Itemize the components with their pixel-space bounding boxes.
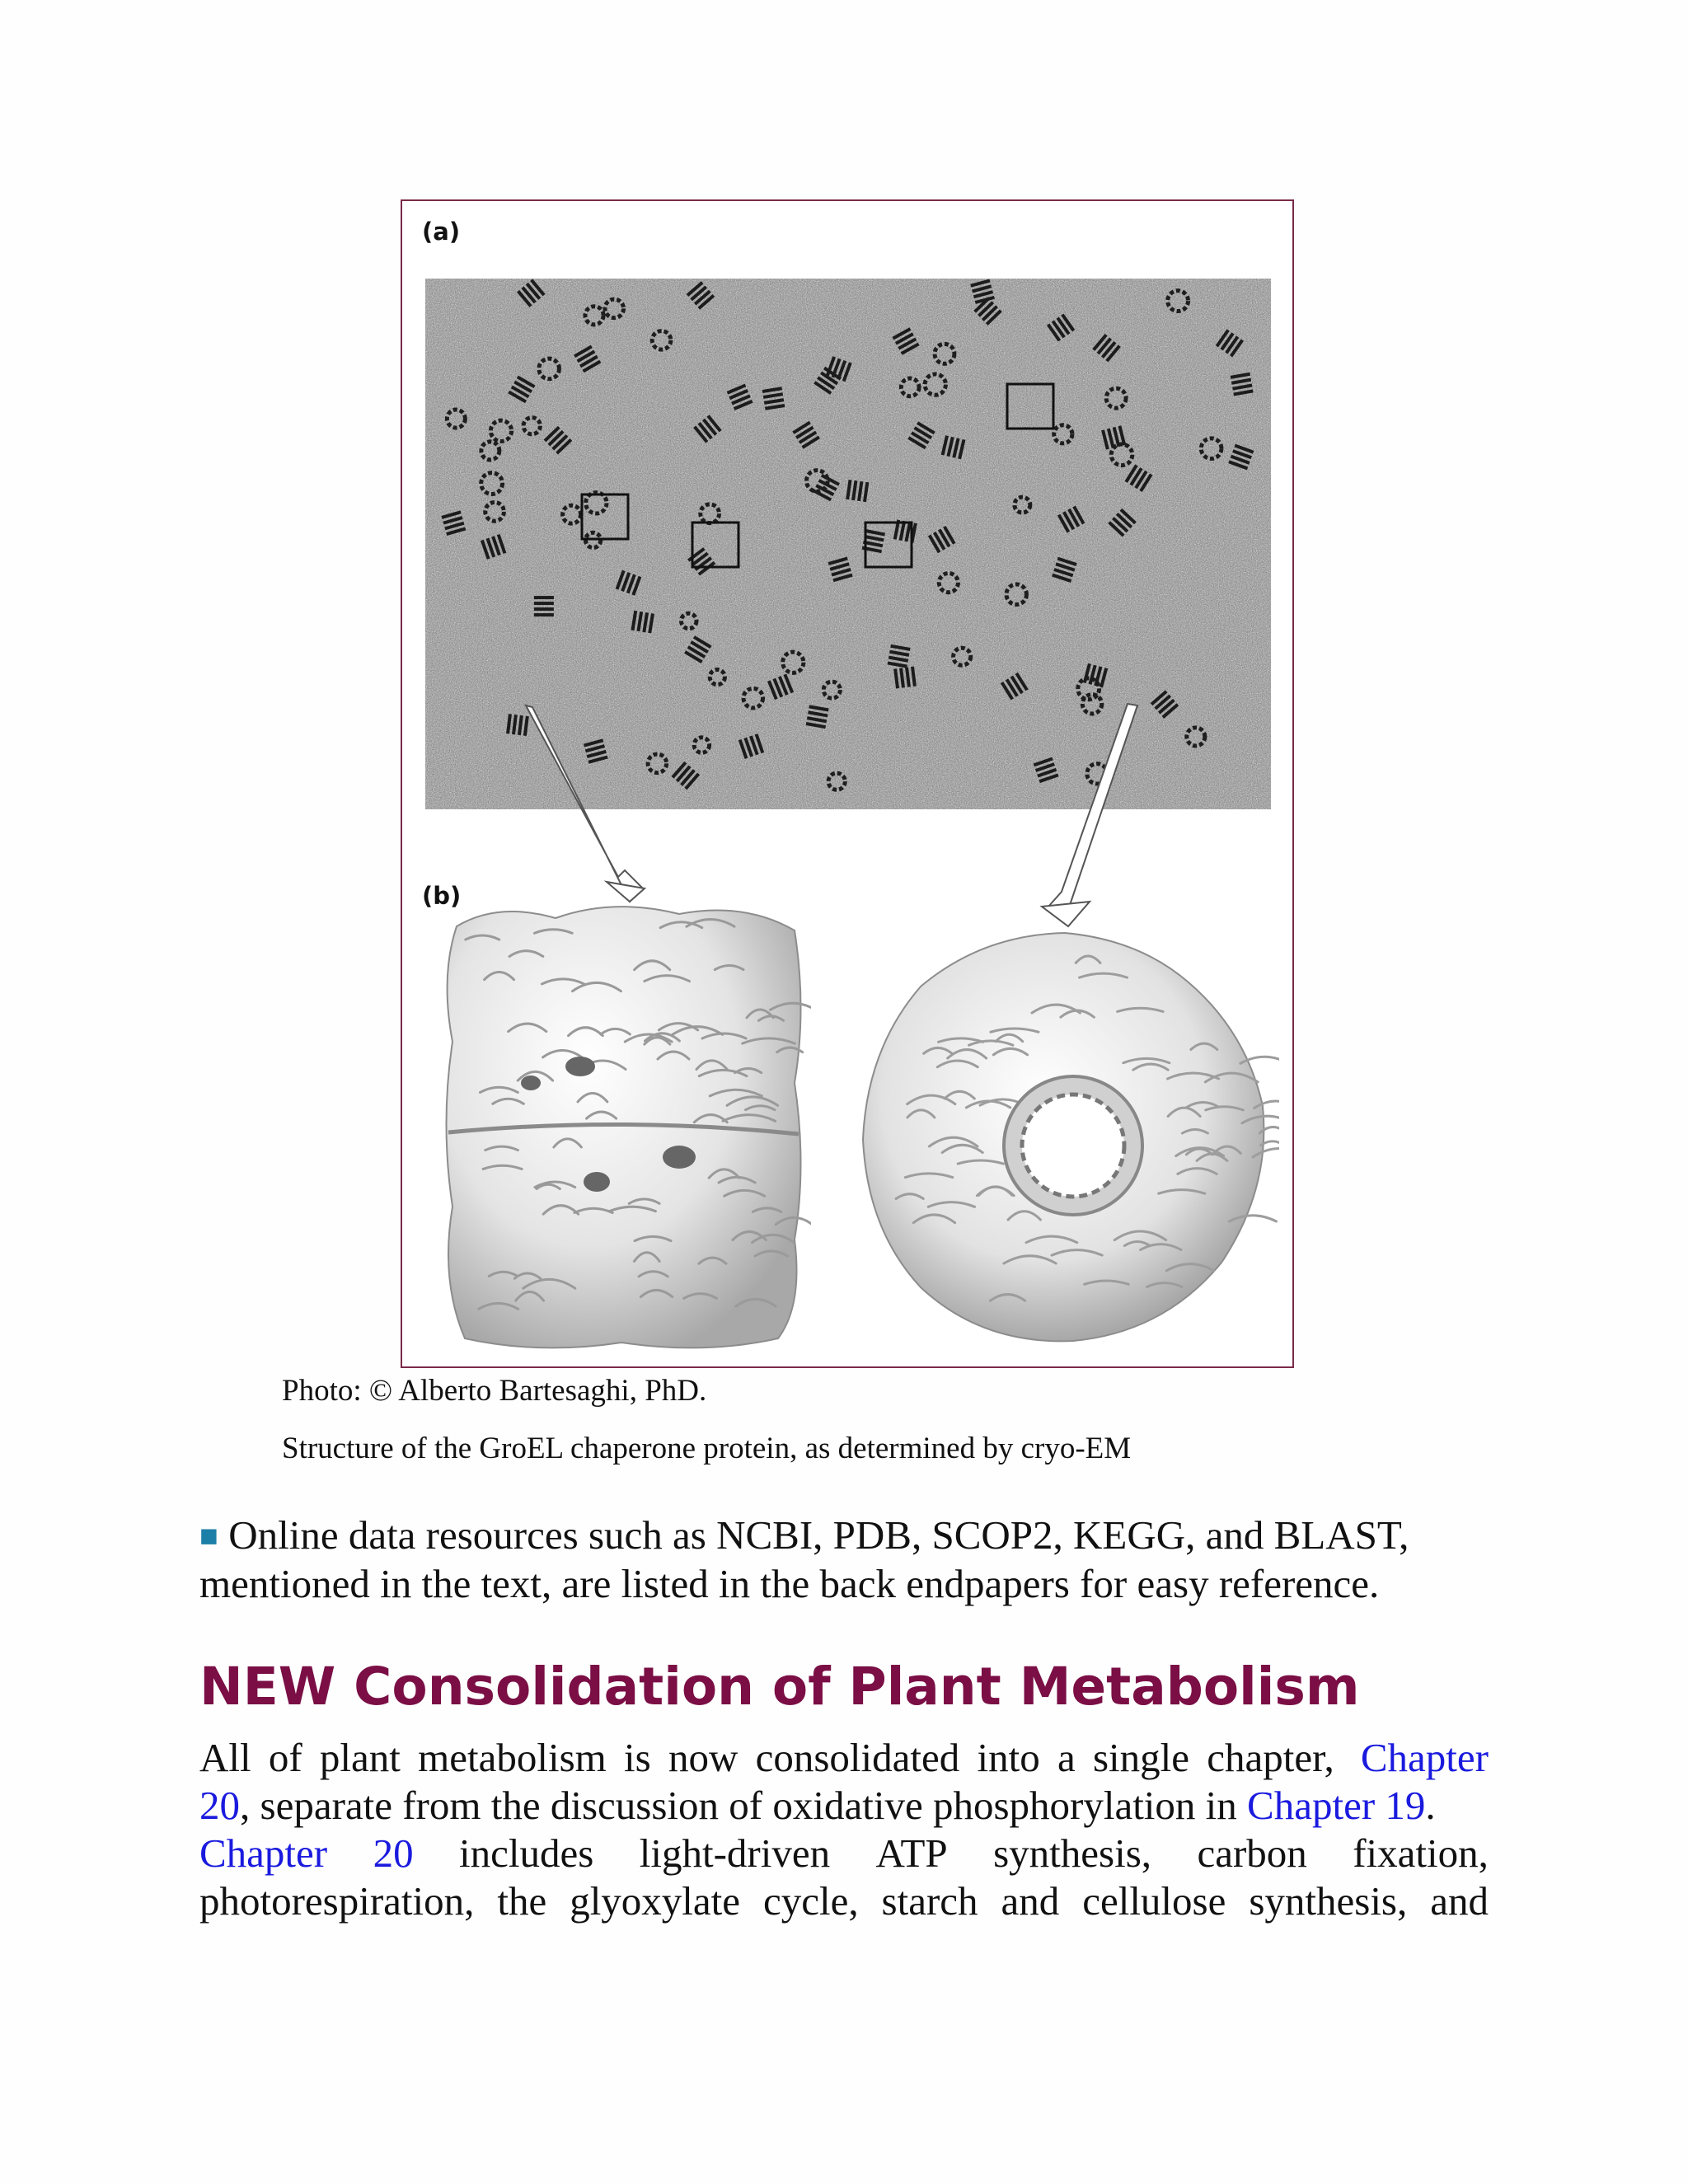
paragraph-line-3 bbox=[199, 1830, 1489, 1877]
paragraph-word: synthesis, bbox=[1249, 1878, 1408, 1924]
paragraph-word: synthesis, bbox=[993, 1830, 1152, 1876]
paragraph-word: photorespiration, bbox=[199, 1878, 475, 1924]
paragraph-text: , separate from the discussion of oxidative phosphorylation in bbox=[240, 1783, 1237, 1828]
figure-caption: Structure of the GroEL chaperone protein, as determined by cryo-EM bbox=[282, 1432, 1132, 1465]
photo-credit: Photo: © Alberto Bartesaghi, PhD. bbox=[282, 1374, 707, 1408]
paragraph-word: starch bbox=[881, 1878, 978, 1924]
paragraph-word: carbon bbox=[1197, 1830, 1307, 1876]
bullet-text-line2: mentioned in the text, are listed in the back endpapers for easy reference. bbox=[199, 1561, 1380, 1606]
paragraph-word: glyoxylate bbox=[570, 1878, 741, 1924]
paragraph-word: and bbox=[1430, 1878, 1489, 1924]
chapter-20-link[interactable]: Chapter bbox=[1360, 1735, 1489, 1780]
paragraph-word: ATP bbox=[875, 1830, 948, 1876]
paragraph-text: . bbox=[1425, 1783, 1436, 1828]
bullet-square-icon: ■ bbox=[199, 1519, 218, 1554]
panel-a-label: (a) bbox=[422, 218, 461, 246]
paragraph-word: cellulose bbox=[1082, 1878, 1226, 1924]
paragraph-line-1 bbox=[199, 1734, 1489, 1782]
groel-side-view bbox=[432, 893, 811, 1355]
paragraph-line-2 bbox=[199, 1782, 1489, 1830]
section-heading: NEW Consolidation of Plant Metabolism bbox=[199, 1657, 1360, 1717]
groel-top-view bbox=[851, 916, 1279, 1355]
paragraph-line-4 bbox=[199, 1877, 1489, 1925]
panel-b-label: (b) bbox=[422, 882, 462, 910]
bullet-text-line1: Online data resources such as NCBI, PDB, SCOP2, KEGG, and BLAST, bbox=[228, 1512, 1409, 1558]
body-paragraph bbox=[199, 1734, 1489, 1925]
chapter-20-link[interactable]: 20 bbox=[199, 1783, 240, 1828]
paragraph-word: the bbox=[497, 1878, 547, 1924]
chapter-20-link[interactable]: Chapter bbox=[199, 1830, 328, 1876]
paragraph-word: and bbox=[1001, 1878, 1060, 1924]
chapter-19-link[interactable]: Chapter 19 bbox=[1247, 1783, 1426, 1828]
bullet-paragraph bbox=[199, 1511, 1485, 1608]
paragraph-word: includes bbox=[459, 1830, 594, 1876]
paragraph-word: cycle, bbox=[762, 1878, 859, 1924]
paragraph-word: fixation, bbox=[1353, 1830, 1489, 1876]
chapter-20-link[interactable]: 20 bbox=[373, 1830, 414, 1876]
paragraph-word: light-driven bbox=[639, 1830, 831, 1876]
cryo-em-micrograph bbox=[425, 279, 1271, 809]
paragraph-text: All of plant metabolism is now consolidated into a single chapter, bbox=[199, 1735, 1334, 1780]
figure-frame bbox=[401, 199, 1294, 1368]
